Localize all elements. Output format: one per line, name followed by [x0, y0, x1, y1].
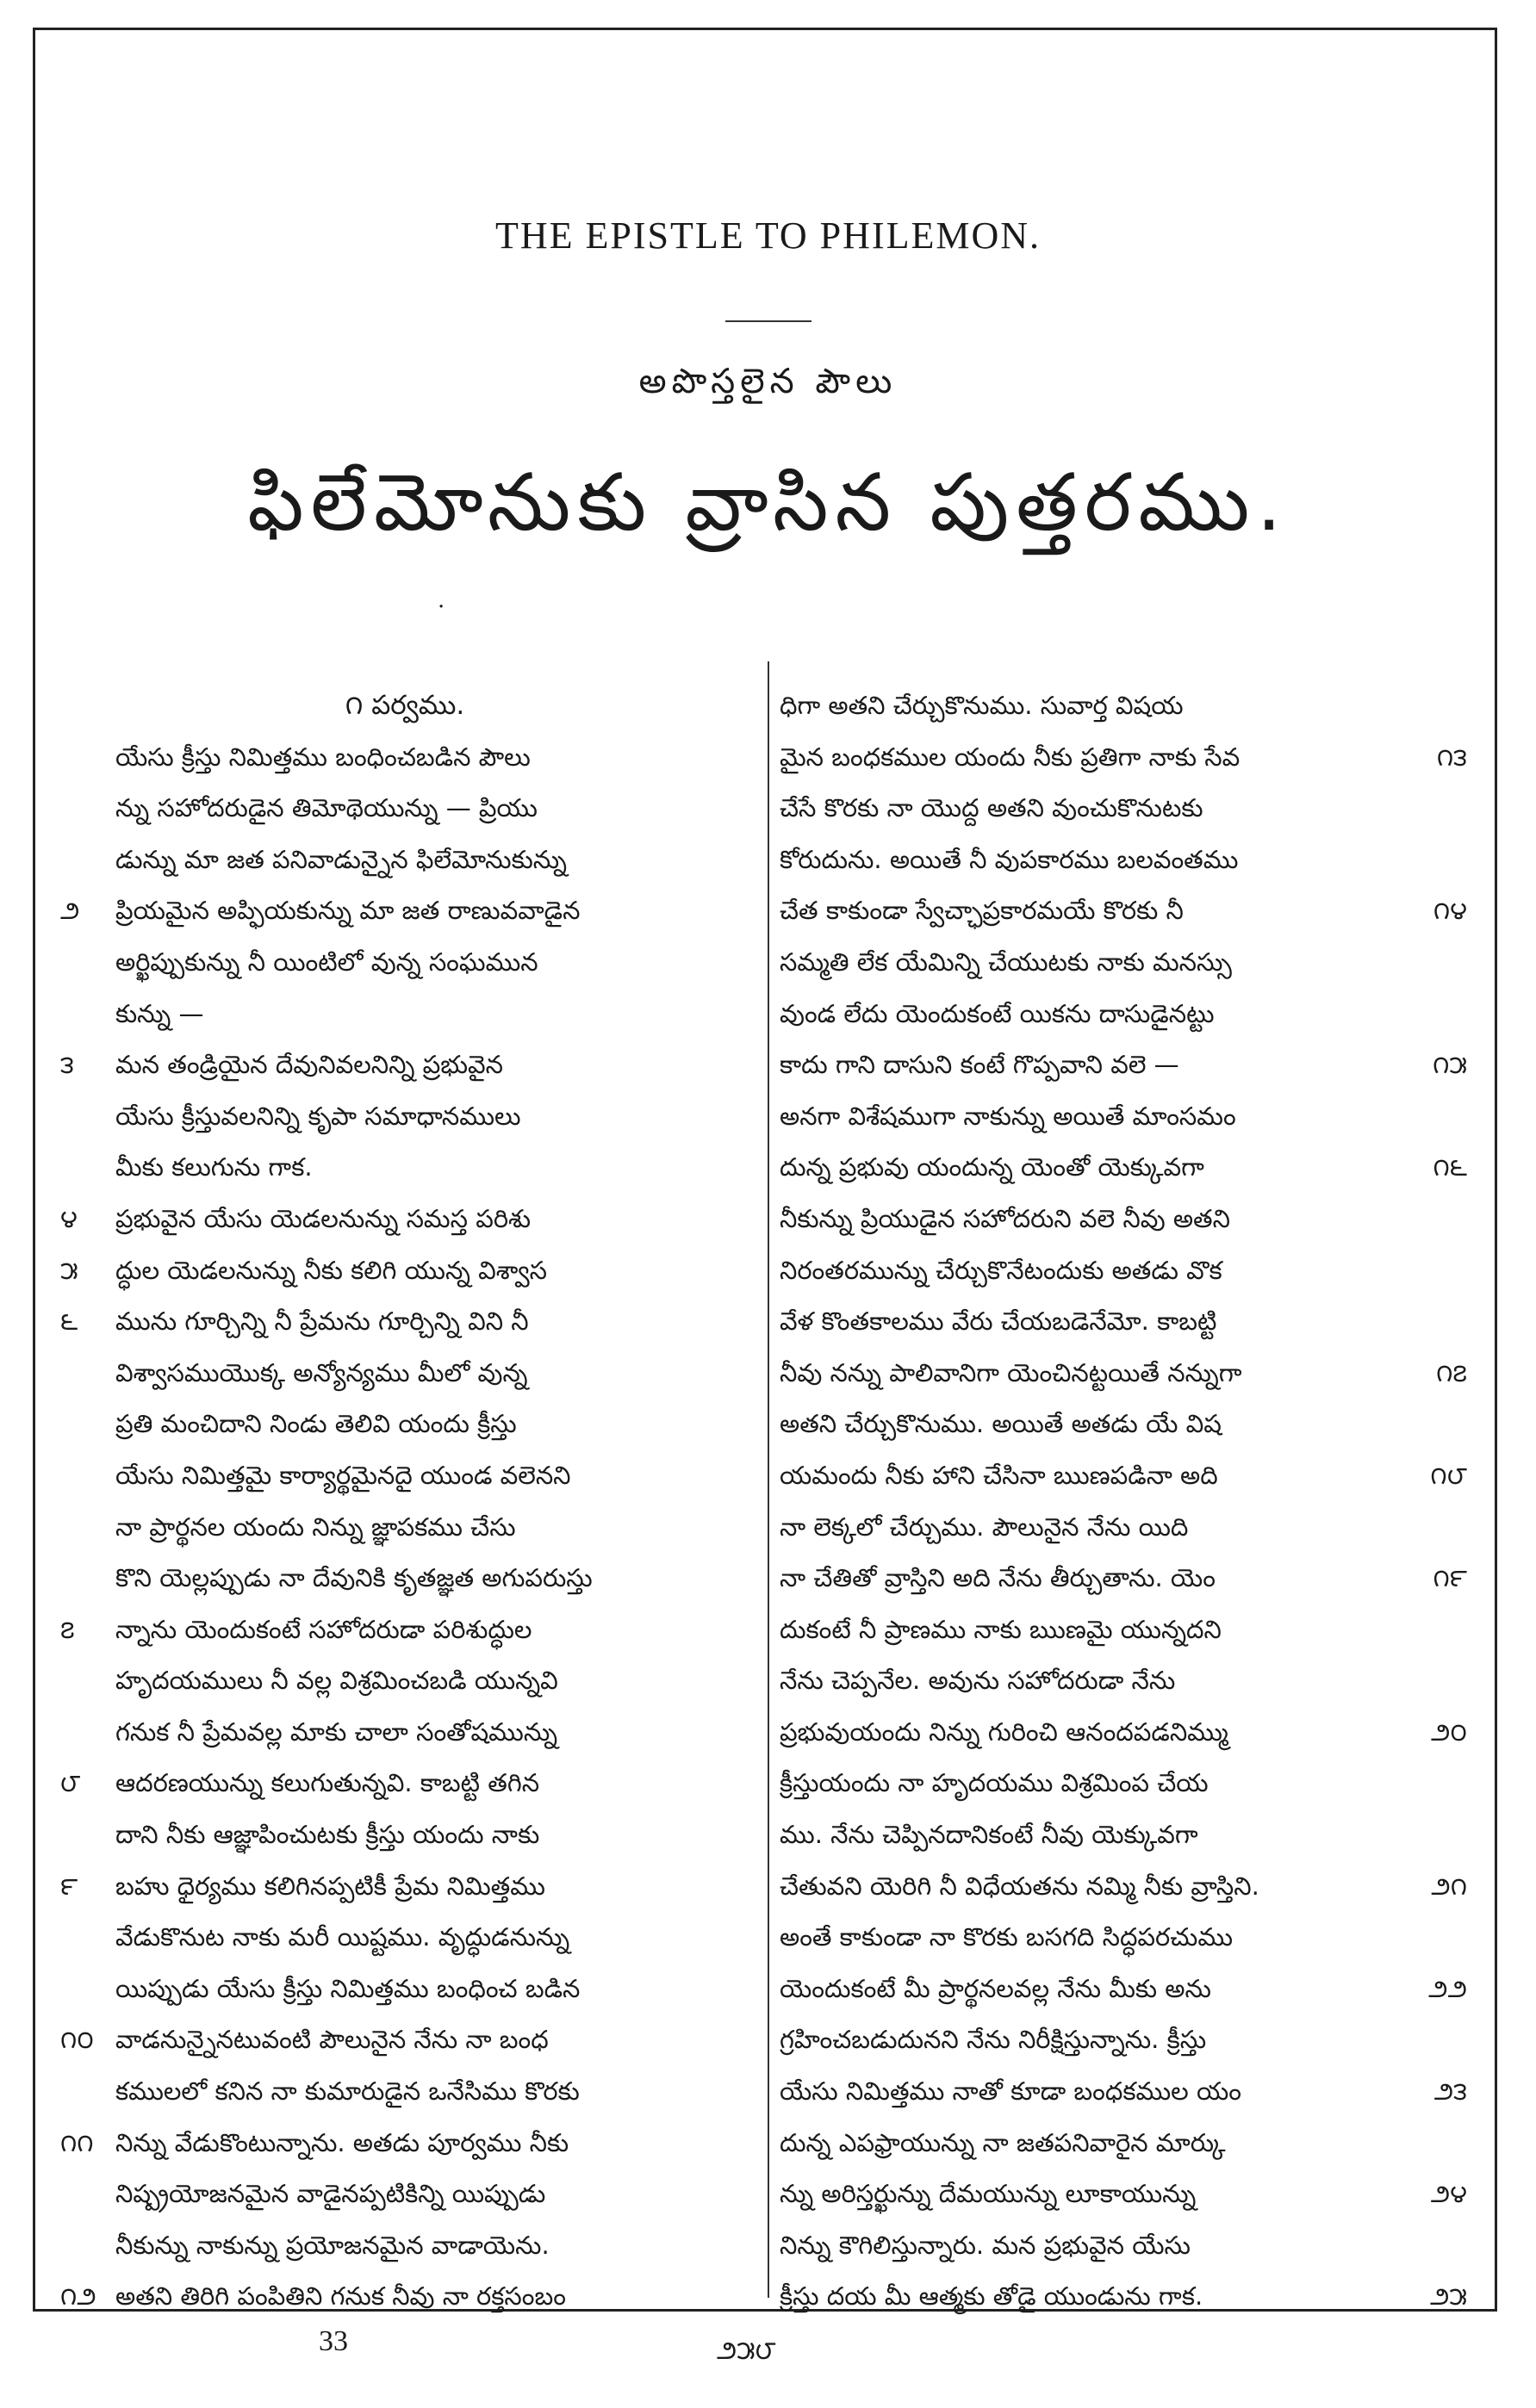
text-line — [60, 783, 749, 835]
verse-number: ౨౫ — [1429, 2281, 1467, 2312]
left-column — [60, 680, 749, 2323]
verse-text: ద్ధుల యెడలనున్ను నీకు కలిగి యున్న విశ్వాస — [115, 1255, 547, 1285]
verse-text: నీకున్ను ప్రియుడైన సహోదరుని వలె నీవు అతని — [780, 1203, 1230, 1233]
text-line — [60, 2169, 749, 2220]
text-line — [780, 2169, 1469, 2220]
verse-text: దుకంటే నీ ప్రాణము నాకు ఋణమై యున్నదని — [780, 1614, 1222, 1644]
verse-text: యెందుకంటే మీ ప్రార్థనలవల్ల నేను మీకు అను — [780, 1973, 1211, 2003]
verse-text: కోరుదును. అయితే నీ వుపకారము బలవంతము — [780, 844, 1239, 874]
verse-text: దున్న ప్రభువు యందున్న యెంతో యెక్కువగా — [780, 1152, 1204, 1182]
verse-number: ౫ — [60, 1255, 78, 1285]
text-line — [60, 1758, 749, 1809]
verse-number: ౧౦ — [60, 2025, 94, 2055]
verse-number: ౧౪ — [1433, 896, 1467, 926]
text-line — [60, 1912, 749, 1964]
verse-text: క్రీస్తు దయ మీ ఆత్మకు తోడై యుండును గాక. — [780, 2281, 1203, 2312]
chapter-heading — [60, 680, 749, 732]
verse-number: ౬ — [60, 1306, 78, 1337]
verse-text: అంతే కాకుండా నా కొరకు బసగది సిద్ధపరచుము — [780, 1922, 1234, 1952]
text-line — [780, 783, 1469, 835]
text-line — [780, 2271, 1469, 2323]
verse-number: ౨౩ — [1433, 2076, 1467, 2107]
text-line — [780, 1194, 1469, 1245]
verse-number: ౧౩ — [1436, 742, 1467, 772]
verse-text: యేసు క్రీస్తువలనిన్ని కృపా సమాధానములు — [115, 1101, 521, 1131]
chapter-heading-text: ౧ పర్వము. — [345, 690, 465, 721]
verse-text: క్రీస్తుయందు నా హృదయము విశ్రమింప చేయ — [780, 1768, 1209, 1798]
text-line — [780, 732, 1469, 784]
verse-text: దాని నీకు ఆజ్ఞాపించుటకు క్రీస్తు యందు నాకు — [115, 1820, 540, 1850]
text-line — [780, 885, 1469, 937]
verse-number: ౨౨ — [1428, 1973, 1467, 2003]
text-line — [60, 2066, 749, 2118]
verse-text: చేతువని యెరిగి నీ విధేయతను నమ్మి నీకు వ్రాస్తిని. — [780, 1871, 1259, 1901]
text-line — [780, 2118, 1469, 2169]
text-line — [780, 989, 1469, 1040]
verse-text: మును గూర్చిన్ని నీ ప్రేమను గూర్చిన్ని విని నీ — [115, 1306, 529, 1337]
verse-number: ౨౧ — [1431, 1871, 1467, 1901]
verse-text: నా చేతితో వ్రాస్తిని అది నేను తీర్చుతాను. యెం — [780, 1563, 1216, 1593]
verse-text: నిన్ను వేడుకొంటున్నాను. అతడు పూర్వము నీకు — [115, 2127, 569, 2157]
ornament-dot: · — [438, 594, 445, 620]
verse-text: విశ్వాసముయొక్క అన్యోన్యము మీలో వున్న — [115, 1357, 528, 1387]
text-line — [60, 2014, 749, 2066]
verse-text: వేడుకొనుట నాకు మరీ యిష్టము. వృద్ధుడనున్ను — [115, 1922, 570, 1952]
text-line — [780, 1809, 1469, 1861]
title-divider — [725, 320, 812, 322]
verse-text: ప్రతి మంచిదాని నిండు తెలివి యందు క్రీస్తు — [115, 1409, 517, 1439]
verse-text: గ్రహించబడుదునని నేను నిరీక్షిస్తున్నాను. క్రీస్తు — [780, 2025, 1207, 2055]
text-line — [60, 835, 749, 886]
text-line — [60, 1399, 749, 1450]
verse-number: ౧౮ — [1430, 1460, 1467, 1490]
text-line — [60, 1553, 749, 1604]
verse-text: కున్ను — — [115, 998, 204, 1028]
verse-text: నా ప్రార్థనల యందు నిన్ను జ్ఞాపకము చేసు — [115, 1511, 516, 1542]
verse-text: గనుక నీ ప్రేమవల్ల మాకు చాలా సంతోషమున్ను — [115, 1716, 557, 1747]
text-line — [60, 989, 749, 1040]
text-line — [60, 2220, 749, 2272]
verse-number: ౧౫ — [1433, 1050, 1467, 1080]
text-line — [780, 1142, 1469, 1194]
verse-text: న్ను సహోదరుడైన తిమోథెయున్ను — ప్రియు — [115, 793, 538, 823]
verse-number: ౧౯ — [1433, 1563, 1467, 1593]
verse-text: ప్రభువైన యేసు యెడలనున్ను సమస్త పరిశు — [115, 1203, 531, 1233]
page-number: 33 — [319, 2325, 348, 2357]
text-line — [60, 1296, 749, 1348]
text-line — [60, 1964, 749, 2015]
text-line — [780, 835, 1469, 886]
text-line — [780, 1091, 1469, 1143]
verse-text: ఆదరణయున్ను కలుగుతున్నవి. కాబట్టి తగిన — [115, 1768, 540, 1798]
verse-text: వుండ లేదు యెందుకంటే యికను దాసుడైనట్టు — [780, 998, 1215, 1028]
text-line — [780, 1502, 1469, 1554]
verse-text: అతని చేర్చుకొనుము. అయితే అతడు యే విష — [780, 1409, 1222, 1439]
verse-number: ౧౧ — [60, 2127, 94, 2157]
verse-number: ౩ — [60, 1050, 74, 1080]
folio-number: ౨౫౮ — [717, 2336, 776, 2366]
verse-text: యమందు నీకు హాని చేసినా ఋణపడినా అది — [780, 1460, 1218, 1490]
text-line — [60, 1194, 749, 1245]
text-line — [780, 1964, 1469, 2015]
verse-text: యేసు క్రీస్తు నిమిత్తము బంధించబడిన పౌలు — [115, 742, 531, 772]
verse-text: నా లెక్కలో చేర్చుము. పౌలునైన నేను యిది — [780, 1511, 1189, 1542]
verse-text: అనగా విశేషముగా నాకున్ను అయితే మాంసమం — [780, 1101, 1236, 1131]
verse-number: ౨ — [60, 896, 80, 926]
text-line — [780, 2014, 1469, 2066]
verse-number: ౧౭ — [1436, 1357, 1467, 1387]
text-line — [780, 1758, 1469, 1809]
verse-text: న్ను అరిస్తర్ఖున్ను దేమయున్ను లూకాయున్ను — [780, 2179, 1197, 2209]
verse-number: ౪ — [60, 1203, 78, 1233]
verse-text: నీవు నన్ను పాలివానిగా యెంచినట్టయితే నన్నుగా — [780, 1357, 1242, 1387]
verse-number: ౨౪ — [1430, 2179, 1467, 2209]
text-line — [780, 1450, 1469, 1502]
verse-number: ౧౬ — [1433, 1152, 1467, 1182]
text-line — [60, 1707, 749, 1759]
text-line — [780, 1348, 1469, 1399]
verse-text: చేత కాకుండా స్వేచ్ఛాప్రకారమయే కొరకు నీ — [780, 896, 1184, 926]
verse-number: ౮ — [60, 1768, 81, 1798]
verse-text: న్నాను యెందుకంటే సహోదరుడా పరిశుద్ధుల — [115, 1614, 532, 1644]
text-line — [780, 1912, 1469, 1964]
text-line — [780, 1399, 1469, 1450]
verse-text: ప్రియమైన అప్ఫియకున్ను మా జత రాణువవాడైన — [115, 896, 581, 926]
text-line — [780, 1604, 1469, 1656]
text-line — [780, 1707, 1469, 1759]
verse-text: ధిగా అతని చేర్చుకొనుము. సువార్త విషయ — [780, 691, 1184, 720]
text-line — [60, 2271, 749, 2323]
text-line — [60, 1142, 749, 1194]
text-line — [780, 1040, 1469, 1091]
text-line — [60, 1502, 749, 1554]
text-line — [780, 937, 1469, 989]
verse-text: నిష్ప్రయోజనమైన వాడైనప్పటికిన్ని యిప్పుడు — [115, 2179, 546, 2209]
text-line — [60, 2118, 749, 2169]
verse-text: అతని తిరిగి పంపితిని గనుక నీవు నా రక్తసంబం — [115, 2281, 566, 2312]
verse-text: వేళ కొంతకాలము వేరు చేయబడెనేమో. కాబట్టి — [780, 1306, 1217, 1337]
verse-number: ౯ — [60, 1871, 78, 1901]
verse-number: ౭ — [60, 1614, 75, 1644]
verse-text: మన తండ్రియైన దేవునివలనిన్ని ప్రభువైన — [115, 1050, 504, 1080]
text-line — [60, 1245, 749, 1297]
verse-text: నిరంతరమున్ను చేర్చుకొనేటందుకు అతడు వొక — [780, 1255, 1222, 1285]
text-line — [780, 2066, 1469, 2118]
verse-text: నేను చెప్పనేల. అవును సహోదరుడా నేను — [780, 1666, 1176, 1696]
verse-text: ప్రభువుయందు నిన్ను గురించి ఆనందపడనిమ్ము — [780, 1716, 1228, 1747]
text-line — [60, 1040, 749, 1091]
verse-text: దున్న ఎపఫ్రాయున్ను నా జతపనివారైన మార్కు — [780, 2127, 1226, 2157]
verse-text: ము. నేను చెప్పినదానికంటే నీవు యెక్కువగా — [780, 1820, 1198, 1850]
english-title: THE EPISTLE TO PHILEMON. — [494, 214, 1042, 257]
text-line — [60, 1450, 749, 1502]
verse-text: బహు ధైర్యము కలిగినప్పటికీ ప్రేమ నిమిత్తము — [115, 1871, 545, 1901]
verse-text: హృదయములు నీ వల్ల విశ్రమించబడి యున్నవి — [115, 1666, 558, 1696]
verse-text: నీకున్ను నాకున్ను ప్రయోజనమైన వాడాయెను. — [115, 2230, 550, 2260]
verse-text: కొని యెల్లప్పుడు నా దేవునికి కృతజ్ఞత అగుపరుస్తు — [115, 1563, 593, 1593]
verse-text: కములలో కనిన నా కుమారుడైన ఒనేసిము కొరకు — [115, 2076, 580, 2107]
telugu-subtitle: అపొస్తలైన పౌలు — [638, 362, 898, 401]
text-line — [60, 1091, 749, 1143]
text-line — [780, 680, 1469, 732]
text-line — [780, 1553, 1469, 1604]
column-divider — [768, 661, 769, 2298]
verse-number: ౧౨ — [60, 2281, 96, 2312]
verse-text: యేసు నిమిత్తము నాతో కూడా బంధకముల యం — [780, 2076, 1241, 2107]
verse-text: సమ్మతి లేక యేమిన్ని చేయుటకు నాకు మనస్సు — [780, 946, 1232, 977]
verse-text: అర్ఖిప్పుకున్ను నీ యింటిలో వున్న సంఘమున — [115, 946, 538, 977]
verse-text: చేసే కొరకు నా యొద్ద అతని వుంచుకొనుటకు — [780, 793, 1203, 823]
right-column — [780, 680, 1469, 2323]
text-line — [60, 885, 749, 937]
verse-text: కాదు గాని దాసుని కంటే గొప్పవాని వలె — — [780, 1050, 1179, 1080]
text-line — [60, 1348, 749, 1399]
text-line — [60, 732, 749, 784]
verse-text: యేసు నిమిత్తమై కార్యార్థమైనదై యుండ వలెనని — [115, 1460, 571, 1490]
text-line — [780, 1296, 1469, 1348]
verse-text: యిప్పుడు యేసు క్రీస్తు నిమిత్తము బంధించ బడిన — [115, 1973, 581, 2003]
telugu-title: ఫిలేమోనుకు వ్రాసిన పుత్తరము. — [247, 456, 1289, 549]
verse-number: ౨౦ — [1431, 1716, 1467, 1747]
text-line — [780, 1861, 1469, 1913]
text-line — [780, 1655, 1469, 1707]
verse-text: మీకు కలుగును గాక. — [115, 1152, 313, 1182]
text-line — [60, 1809, 749, 1861]
text-line — [60, 1655, 749, 1707]
verse-text: మైన బంధకముల యందు నీకు ప్రతిగా నాకు సేవ — [780, 742, 1241, 772]
verse-text: నిన్ను కౌగిలిస్తున్నారు. మన ప్రభువైన యేసు — [780, 2230, 1191, 2260]
text-line — [780, 1245, 1469, 1297]
verse-text: వాడనున్నైనటువంటి పౌలునైన నేను నా బంధ — [115, 2025, 549, 2055]
text-line — [60, 1604, 749, 1656]
text-line — [60, 937, 749, 989]
verse-text: డున్ను మా జత పనివాడున్నైన ఫిలేమోనుకున్ను — [115, 844, 567, 874]
text-line — [780, 2220, 1469, 2272]
text-line — [60, 1861, 749, 1913]
